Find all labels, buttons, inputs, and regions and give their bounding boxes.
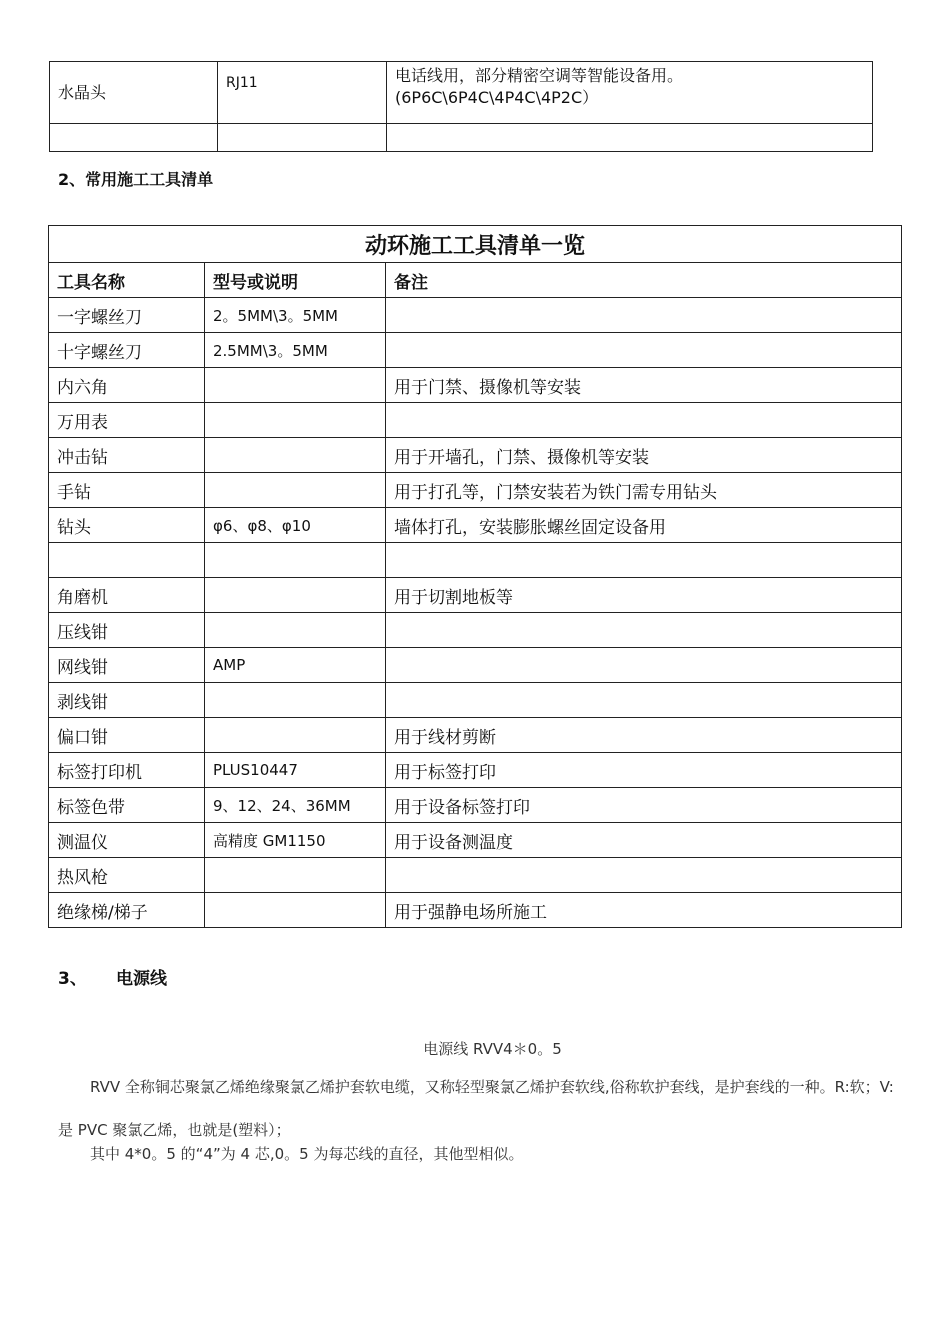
tool-model-cell: AMP: [205, 648, 386, 683]
tool-note-cell: 用于标签打印: [386, 753, 902, 788]
tool-note-cell: [386, 613, 902, 648]
tool-note-cell: [386, 683, 902, 718]
tool-model-cell: 高精度 GM1150: [205, 823, 386, 858]
tool-name-cell: 绝缘梯/梯子: [49, 893, 205, 928]
item-model-cell: RJ11: [218, 62, 387, 124]
table-title: 动环施工工具清单一览: [49, 226, 902, 263]
tool-name-cell: 手钻: [49, 473, 205, 508]
tool-note-cell: 用于打孔等，门禁安装若为铁门需专用钻头: [386, 473, 902, 508]
tool-note-cell: 墙体打孔，安装膨胀螺丝固定设备用: [386, 508, 902, 543]
tool-model-cell: PLUS10447: [205, 753, 386, 788]
tool-name-cell: 热风枪: [49, 858, 205, 893]
tool-note-cell: 用于切割地板等: [386, 578, 902, 613]
table-row: [49, 648, 902, 683]
table-row: [49, 333, 902, 368]
rvv-description-paragraph: RVV 全称铜芯聚氯乙烯绝缘聚氯乙烯护套软电缆，又称轻型聚氯乙烯护套软线,俗称软护套线，是护套线的一种。R:软；V:是 PVC 聚氯乙烯，也就是(塑料）；: [58, 1078, 894, 1139]
tool-model-cell: 9、12、24、36MM: [205, 788, 386, 823]
tool-model-cell: [205, 473, 386, 508]
tool-note-cell: [386, 543, 902, 578]
item-note-cell: 电话线用，部分精密空调等智能设备用。(6P6C\6P4C\4P4C\4P2C）: [387, 62, 873, 124]
tool-name-cell: 压线钳: [49, 613, 205, 648]
section-3-title: 电源线: [116, 969, 167, 989]
connector-table: [49, 61, 873, 152]
table-row: [49, 368, 902, 403]
tool-model-cell: [205, 893, 386, 928]
tool-name-cell: 内六角: [49, 368, 205, 403]
table-row: [49, 578, 902, 613]
tool-model-cell: [205, 858, 386, 893]
table-title-row: [49, 226, 902, 263]
table-row: [49, 403, 902, 438]
tool-name-cell: 网线钳: [49, 648, 205, 683]
tool-note-cell: 用于线材剪断: [386, 718, 902, 753]
tool-model-cell: [205, 683, 386, 718]
tool-note-cell: 用于强静电场所施工: [386, 893, 902, 928]
tool-name-cell: 冲击钻: [49, 438, 205, 473]
table-row: [49, 543, 902, 578]
table-row: [49, 473, 902, 508]
tool-note-cell: [386, 298, 902, 333]
power-cable-caption: 电源线 RVV4＊0。5: [423, 1040, 562, 1058]
tool-name-cell: 剥线钳: [49, 683, 205, 718]
table-row: [49, 893, 902, 928]
table-row: [49, 298, 902, 333]
item-model-cell: [218, 124, 387, 152]
table-row: [49, 683, 902, 718]
header-tool-name: 工具名称: [49, 263, 205, 298]
tool-name-cell: 标签打印机: [49, 753, 205, 788]
header-model: 型号或说明: [205, 263, 386, 298]
tool-note-cell: 用于设备测温度: [386, 823, 902, 858]
tool-model-cell: [205, 718, 386, 753]
section-3-heading: [58, 964, 167, 989]
table-row: [49, 823, 902, 858]
tool-name-cell: 偏口钳: [49, 718, 205, 753]
table-row: [49, 858, 902, 893]
tool-name-cell: 万用表: [49, 403, 205, 438]
tool-model-cell: [205, 578, 386, 613]
tool-name-cell: [49, 543, 205, 578]
tool-model-cell: [205, 403, 386, 438]
tool-model-cell: 2。5MM\3。5MM: [205, 298, 386, 333]
tool-note-cell: [386, 858, 902, 893]
table-header-row: [49, 263, 902, 298]
table-row: [49, 613, 902, 648]
table-row: [49, 718, 902, 753]
header-note: 备注: [386, 263, 902, 298]
section-2-heading: 2、常用施工工具清单: [58, 170, 214, 189]
tool-model-cell: φ6、φ8、φ10: [205, 508, 386, 543]
tool-model-cell: 2.5MM\3。5MM: [205, 333, 386, 368]
tool-model-cell: [205, 543, 386, 578]
tool-name-cell: 角磨机: [49, 578, 205, 613]
tool-note-cell: [386, 333, 902, 368]
item-name-cell: [50, 124, 218, 152]
tool-note-cell: [386, 648, 902, 683]
table-row: [50, 62, 873, 124]
tool-model-cell: [205, 613, 386, 648]
table-row: [49, 438, 902, 473]
item-name-cell: 水晶头: [50, 62, 218, 124]
table-row: [50, 124, 873, 152]
tool-note-cell: 用于设备标签打印: [386, 788, 902, 823]
tools-table: [48, 225, 902, 928]
tool-model-cell: [205, 368, 386, 403]
tool-name-cell: 一字螺丝刀: [49, 298, 205, 333]
tool-note-cell: [386, 403, 902, 438]
tool-name-cell: 十字螺丝刀: [49, 333, 205, 368]
item-note-cell: [387, 124, 873, 152]
tool-name-cell: 测温仪: [49, 823, 205, 858]
table-row: [49, 753, 902, 788]
tool-name-cell: 钻头: [49, 508, 205, 543]
table-row: [49, 788, 902, 823]
rvv-spec-paragraph: 其中 4*0。5 的“4”为 4 芯,0。5 为每芯线的直径，其他型相似。: [90, 1145, 524, 1163]
tool-name-cell: 标签色带: [49, 788, 205, 823]
table-row: [49, 508, 902, 543]
tool-note-cell: 用于开墙孔，门禁、摄像机等安装: [386, 438, 902, 473]
tool-model-cell: [205, 438, 386, 473]
section-3-number: 3、: [58, 969, 87, 989]
tool-note-cell: 用于门禁、摄像机等安装: [386, 368, 902, 403]
